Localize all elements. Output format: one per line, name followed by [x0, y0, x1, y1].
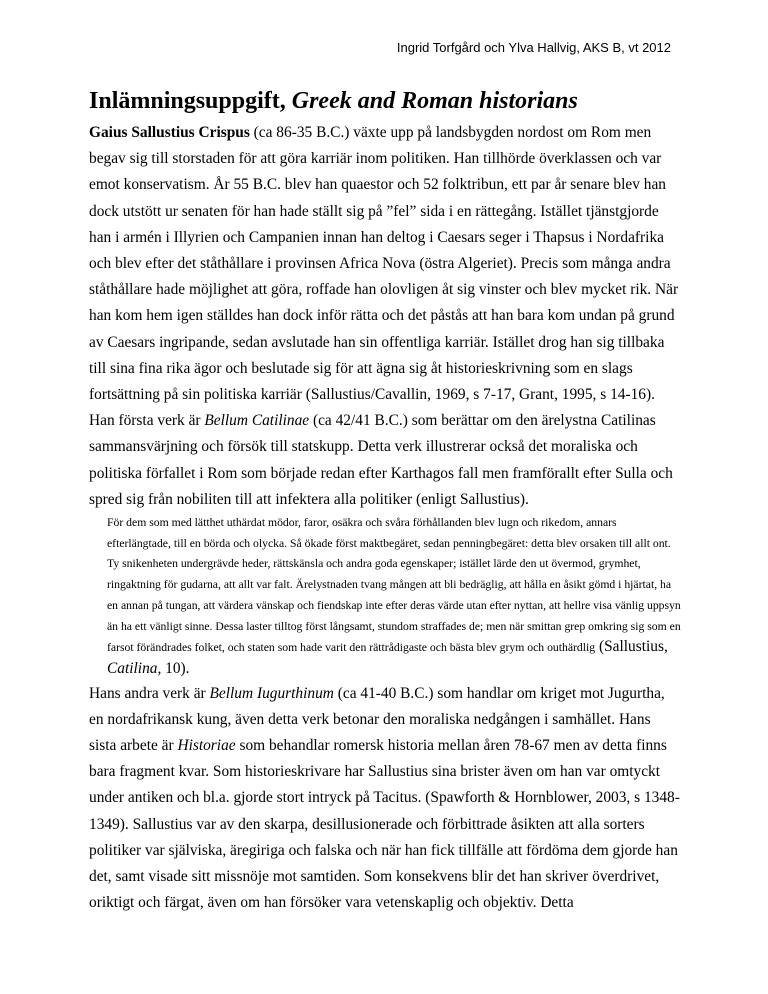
paragraph1-text-b: (ca 42/41 B.C.) som berättar om den ärelystna Catilinas sammansvärjning och försök till statskupp. Detta verk illustrerar också det moraliska och politiska förfallet i Rom som började redan efter Karthagos fall men framförallt efter Sulla och spred sig från nobiliten till att infektera alla politiker (enligt Sallustius).: [89, 412, 673, 508]
block-quote: [107, 513, 682, 681]
quote-citation-close: 10).: [161, 659, 190, 677]
paragraph2-text-a: Hans andra verk är: [89, 684, 210, 702]
subject-name: Gaius Sallustius Crispus: [89, 124, 250, 141]
paragraph2-text-b: (ca 41-40 B.C.) som handlar om kriget mot Jugurtha, en nordafrikansk kung, även detta verk betonar den moraliska nedgången i samhället. Hans sista arbete är: [89, 684, 665, 755]
work-title-catilinae: Bellum Catilinae: [204, 412, 310, 430]
document-title: [89, 86, 681, 116]
document-body: [89, 86, 681, 917]
paragraph2-text-c: som behandlar romersk historia mellan åren 78-67 men av detta finns bara fragment kvar. Som historieskrivare har Sallustius sina brister även om han var omtyckt under antiken och bl.a. gjorde stort intryck på Tacitus. (Spawforth & Hornblower, 2003, s 1348-1349). Sallustius var av den skarpa, desillusionerade och förbittrade åsikten att alla sorters politiker var själviska, äregiriga och falska och när han fick tillfälle att fördöma dem gjorde han det, samt visade sitt missnöje mot samtiden. Som konsekvens blir det han skriver överdrivet, oriktigt och färgat, även om han försöker vara vetenskaplig och objektiv. Detta: [89, 737, 680, 912]
paragraph-later-works: [89, 681, 681, 917]
page-header: Ingrid Torfgård och Ylva Hallvig, AKS B, vt 2012: [396, 40, 671, 55]
quote-citation-work: Catilina,: [107, 659, 162, 677]
quote-text: För dem som med lätthet uthärdat mödor, faror, osäkra och svåra förhållanden blev lugn och rikedom, annars efterlängtade, till en börda och olycka. Så ökade först maktbegäret, sedan penningbegäret: detta blev orsaken till allt ont. Ty snikenheten undergrävde heder, rättskänsla och andra goda egenskaper; istället lärde den ut övermod, grymhet, ringaktning för gudarna, att allt var falt. Ärelystnaden tvang mången att bli bedräglig, att hålla en åsikt gömd i hjärtat, ha en annan på tungan, att värdera vänskap och fiendskap inte efter deras värde utan efter nyttan, att hellre visa vänlig uppsyn än ha ett vänligt sinne. Dessa laster tilltog först långsamt, stundom straffades de; men när smittan grep omkring sig som en farsot förändrades folket, och staten som hade varit den rättrådigaste och bästa blev grym och outhärdlig: [107, 516, 681, 655]
work-title-iugurthinum: Bellum Iugurthinum: [209, 684, 334, 702]
paragraph-sallustius-bio: [89, 120, 681, 513]
paragraph1-text-a: (ca 86-35 B.C.) växte upp på landsbygden nordost om Rom men begav sig till storstaden för att göra karriär inom politiken. Han tillhörde överklassen och var emot konservatism. År 55 B.C. blev han quaestor och 52 folktribun, ett par år senare blev han dock utstött ur senaten för han hade ställt sig på ”fel” sida i en rättegång. Istället tjänstgjorde han i armén i Illyrien och Campanien innan han deltog i Caesars seger i Thapsus i Nordafrika och blev efter det ståthållare i provinsen Africa Nova (östra Algeriet). Precis som många andra ståthållare hade möjlighet att göra, roffade han olovligen åt sig vinster och blev mycket rik. När han kom hem igen ställdes han dock inför rätta och det påstås att han bara kom undan på grund av Caesars ingripande, sedan avslutade han sin offentliga karriär. Istället drog han sig tillbaka till sina fina rika ägor och beslutade sig för att ägna sig åt historieskrivning som en slags fortsättning på sin politiska karriär (Sallustius/Cavallin, 1969, s 7-17, Grant, 1995, s 14-16). Han första verk är: [89, 124, 679, 430]
work-title-historiae: Historiae: [177, 737, 236, 755]
quote-citation-open: (Sallustius,: [595, 638, 668, 656]
title-main: Inlämningsuppgift,: [89, 88, 292, 114]
title-course: Greek and Roman historians: [291, 88, 578, 114]
